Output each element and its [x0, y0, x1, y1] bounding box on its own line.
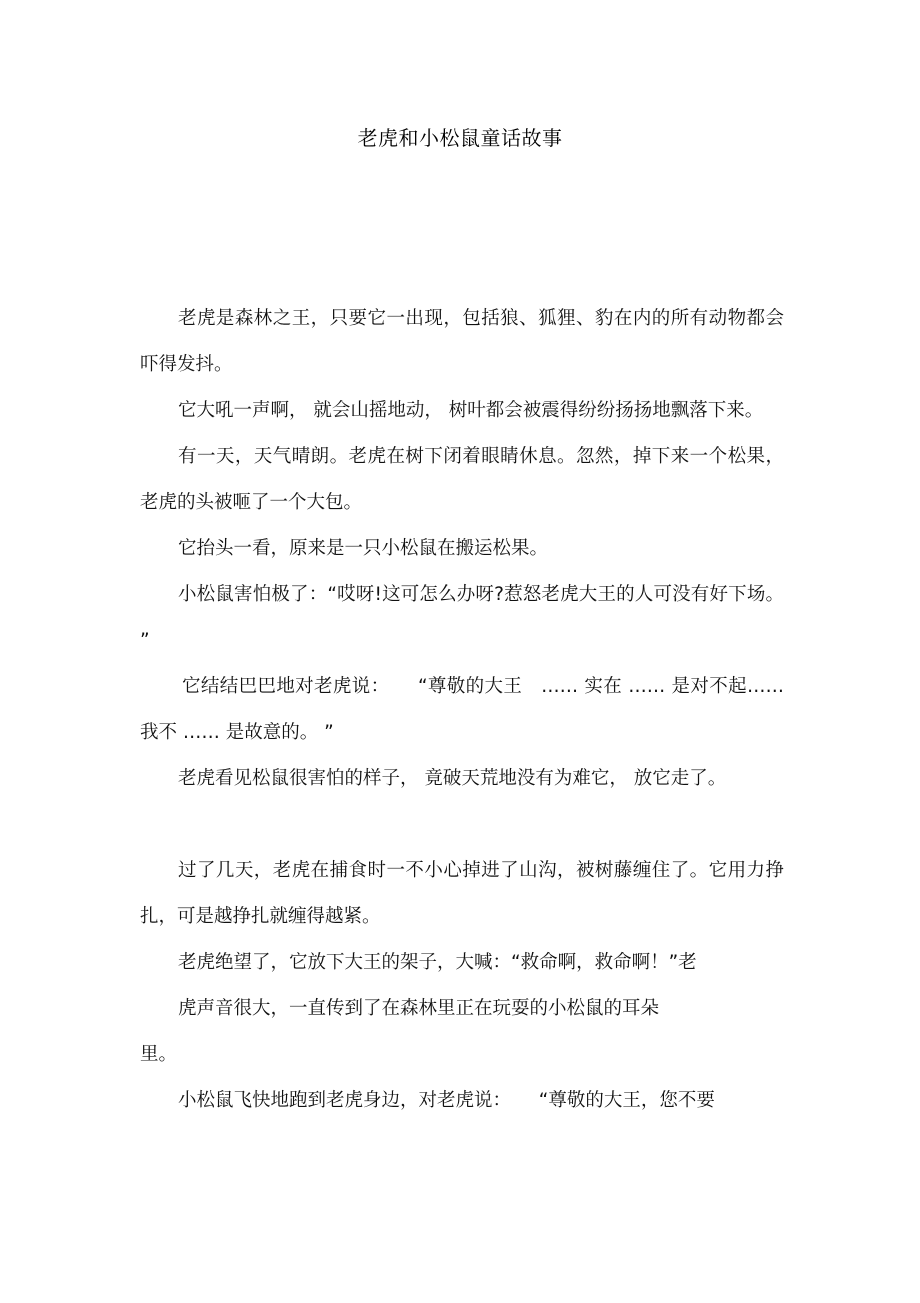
paragraph-8: 过了几天，老虎在捕食时一不小心掉进了山沟，被树藤缠住了。它用力挣扎，可是越挣扎就缠得越紧。 [140, 860, 784, 927]
paragraph-9-line-3: 里。 [140, 1044, 178, 1065]
paragraph-6: 它结结巴巴地对老虎说： “尊敬的大王 …… 实在 …… 是对不起…… 我不 …… 是故意的。 ” [140, 676, 790, 743]
paragraph-4: 它抬头一看，原来是一只小松鼠在搬运松果。 [178, 538, 549, 559]
paragraph-3: 有一天，天气晴朗。老虎在树下闭着眼睛休息。忽然，掉下来一个松果，老虎的头被咂了一个大包。 [140, 446, 784, 513]
paragraph-9 [140, 940, 784, 1078]
paragraph-spacer [140, 802, 784, 848]
paragraph-7: 老虎看见松鼠很害怕的样子， 竟破天荒地没有为难它， 放它走了。 [178, 768, 727, 789]
paragraph-9-line-2: 虎声音很大，一直传到了在森林里正在玩耍的小松鼠的耳朵 [178, 998, 660, 1019]
page-title: 老虎和小松鼠童话故事 [357, 126, 563, 150]
paragraph-5: 小松鼠害怕极了：“哎呀!这可怎么办呀?惹怒老虎大王的人可没有好下场。 ” [140, 584, 790, 651]
document-body [140, 296, 790, 1124]
paragraph-2: 它大吼一声啊， 就会山摇地动， 树叶都会被震得纷纷扬扬地飘落下来。 [178, 400, 764, 421]
paragraph-9-line-1: 老虎绝望了，它放下大王的架子，大喊：“救命啊，救命啊！”老 [178, 952, 697, 973]
paragraph-1: 老虎是森林之王，只要它一出现，包括狼、狐狸、豹在内的所有动物都会吓得发抖。 [140, 308, 784, 375]
paragraph-10: 小松鼠飞快地跑到老虎身边，对老虎说： “尊敬的大王，您不要 [178, 1090, 715, 1111]
